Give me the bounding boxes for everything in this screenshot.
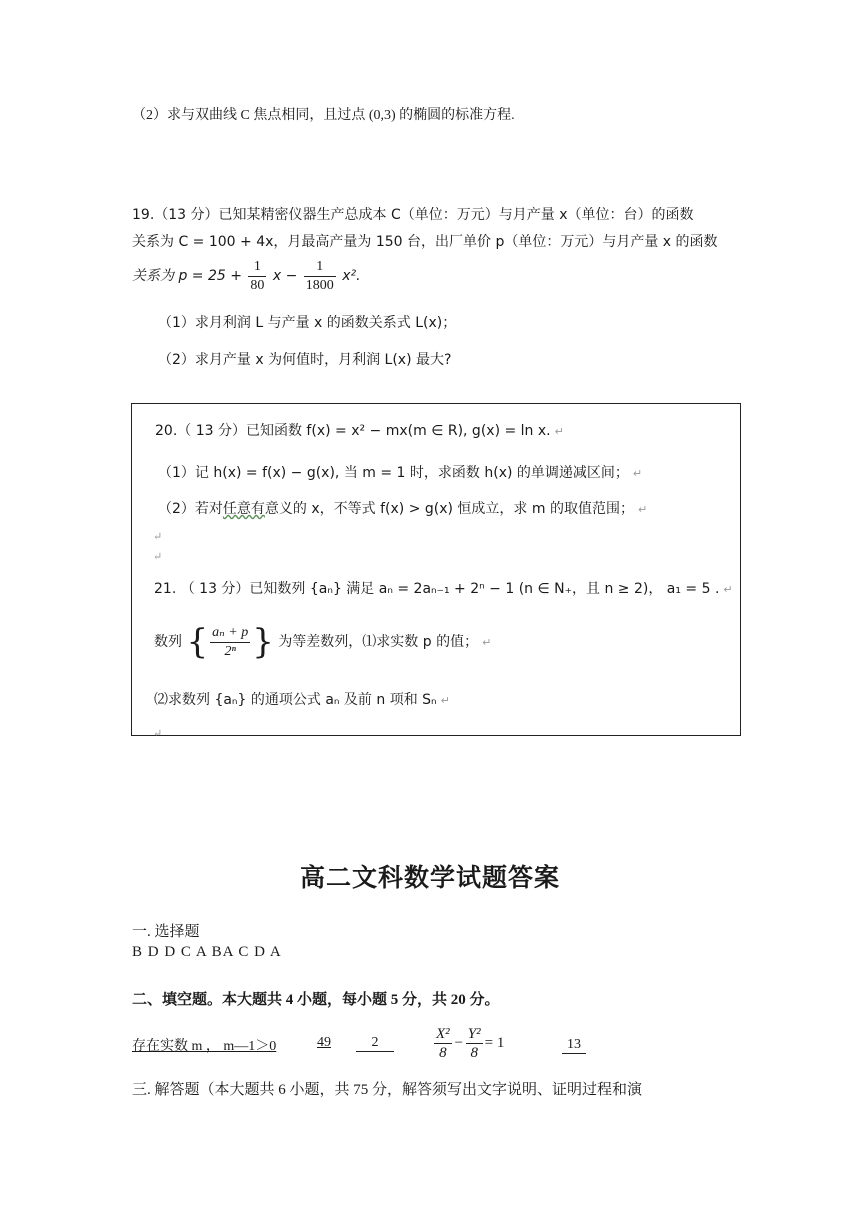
q20-sub2-text-a: （2）若对 (158, 501, 223, 517)
fill-answer-2 (317, 1035, 331, 1051)
q19-frac1-denominator: 80 (250, 277, 265, 293)
fill-answer-3-text: 2 (371, 1035, 379, 1050)
q20-sub1 (158, 462, 642, 482)
section3-heading: 三. 解答题（本大题共 6 小题，共 75 分，解答须写出文字说明、证明过程和演 (132, 1082, 643, 1098)
empty-paragraph-1 (153, 525, 162, 544)
return-mark-icon: ↵ (153, 530, 163, 543)
return-mark-icon: ↵ (632, 467, 643, 480)
q19-line3-prefix: 关系为 p = 25 + (132, 268, 242, 284)
fill4-equals-one: = 1 (484, 1035, 505, 1051)
fill4-x-numerator: X² (436, 1026, 450, 1043)
q21-frac-denominator: 2ⁿ (224, 643, 236, 659)
fill-answer-2-text: 49 (317, 1035, 331, 1050)
q20-statement-text: 20.（ 13 分）已知函数 f(x) = x² − mx(m ∈ R), g(x) = ln x. (155, 423, 551, 439)
q19-line1: 19.（13 分）已知某精密仪器生产总成本 C（单位：万元）与月产量 x（单位：台）的函数 (132, 207, 694, 223)
q20-sub1-text: （1）记 h(x) = f(x) − g(x), 当 m = 1 时，求函数 h(x) 的单调递减区间； (158, 465, 629, 481)
fill-answer-5 (562, 1037, 586, 1054)
q21-seq-prefix: 数列 (154, 634, 182, 650)
q19-frac1-numerator: 1 (248, 258, 266, 277)
empty-paragraph-3 (153, 722, 162, 741)
section1-heading: 一. 选择题 (132, 924, 200, 940)
return-mark-icon: ↵ (482, 636, 492, 649)
q19-fraction-1 (248, 258, 266, 295)
fill-answer-5-text: 13 (567, 1037, 581, 1052)
return-mark-icon: ↵ (440, 694, 450, 707)
q21-statement-text: 21. （ 13 分）已知数列 {aₙ} 满足 aₙ = 2aₙ₋₁ + 2ⁿ − 1 (n ∈ N₊，且 n ≥ 2)， a₁ = 5 . (154, 581, 720, 597)
q21-part2-text: ⑵求数列 {aₙ} 的通项公式 aₙ 及前 n 项和 Sₙ (154, 692, 437, 708)
fill4-minus: − (453, 1035, 464, 1051)
q19-sub2: （2）求月产量 x 为何值时，月利润 L(x) 最大? (158, 352, 452, 368)
q19-fraction-2 (304, 258, 336, 295)
fill4-y-denominator: 8 (470, 1045, 478, 1062)
q18-part2: （2）求与双曲线 C 焦点相同，且过点 (0,3) 的椭圆的标准方程. (132, 108, 515, 123)
q19-line3-tail: x². (342, 268, 361, 284)
q21-part2 (154, 689, 450, 709)
pasted-questions-box (131, 403, 741, 736)
q20-sub2-text-c: 意义的 x，不等式 f(x) > g(x) 恒成立，求 m 的取值范围； (264, 501, 634, 517)
return-mark-icon: ↵ (637, 503, 648, 516)
fill-answer-4 (432, 1018, 504, 1068)
q20-sub2 (158, 498, 647, 518)
q21-seq-suffix: 为等差数列，⑴求实数 p 的值； (278, 634, 479, 650)
q20-statement (155, 420, 564, 440)
q21-fraction (210, 624, 250, 661)
q19-line2: 关系为 C = 100 + 4x，月最高产量为 150 台，出厂单价 p（单位：万元）与月产量 x 的函数 (132, 234, 718, 250)
section2-heading: 二、填空题。本大题共 4 小题，每小题 5 分，共 20 分。 (132, 992, 500, 1008)
q19-sub1: （1）求月利润 L 与产量 x 的函数关系式 L(x)； (158, 315, 457, 331)
right-brace-icon: } (252, 622, 274, 662)
answers-title: 高二文科数学试题答案 (300, 863, 561, 892)
q21-sequence-line (154, 620, 491, 665)
return-mark-icon: ↵ (153, 550, 163, 563)
fill-answer-1-text: 存在实数 m ， m—1＞0 (132, 1039, 277, 1054)
return-mark-icon: ↵ (153, 727, 163, 740)
q19-line3-mid: x − (272, 268, 298, 284)
q19-frac2-denominator: 1800 (305, 277, 334, 293)
return-mark-icon: ↵ (723, 583, 733, 596)
fill4-y-numerator: Y² (467, 1026, 481, 1043)
left-brace-icon: { (186, 622, 209, 662)
empty-paragraph-2 (153, 545, 162, 564)
section1-answers: B D D C A BA C D A (132, 944, 282, 960)
fill4-fraction-y (466, 1025, 483, 1062)
q19-frac2-numerator: 1 (304, 258, 336, 277)
q21-frac-numerator: aₙ + p (210, 624, 250, 643)
fill4-x-denominator: 8 (439, 1045, 447, 1062)
fill-answer-3 (356, 1035, 394, 1052)
return-mark-icon: ↵ (554, 425, 564, 438)
q20-sub2-text-b: 任意有 (222, 501, 265, 517)
q21-statement (154, 578, 733, 598)
fill4-fraction-x (434, 1025, 452, 1062)
fill-answer-1 (132, 1035, 276, 1055)
q19-line3 (132, 256, 361, 296)
